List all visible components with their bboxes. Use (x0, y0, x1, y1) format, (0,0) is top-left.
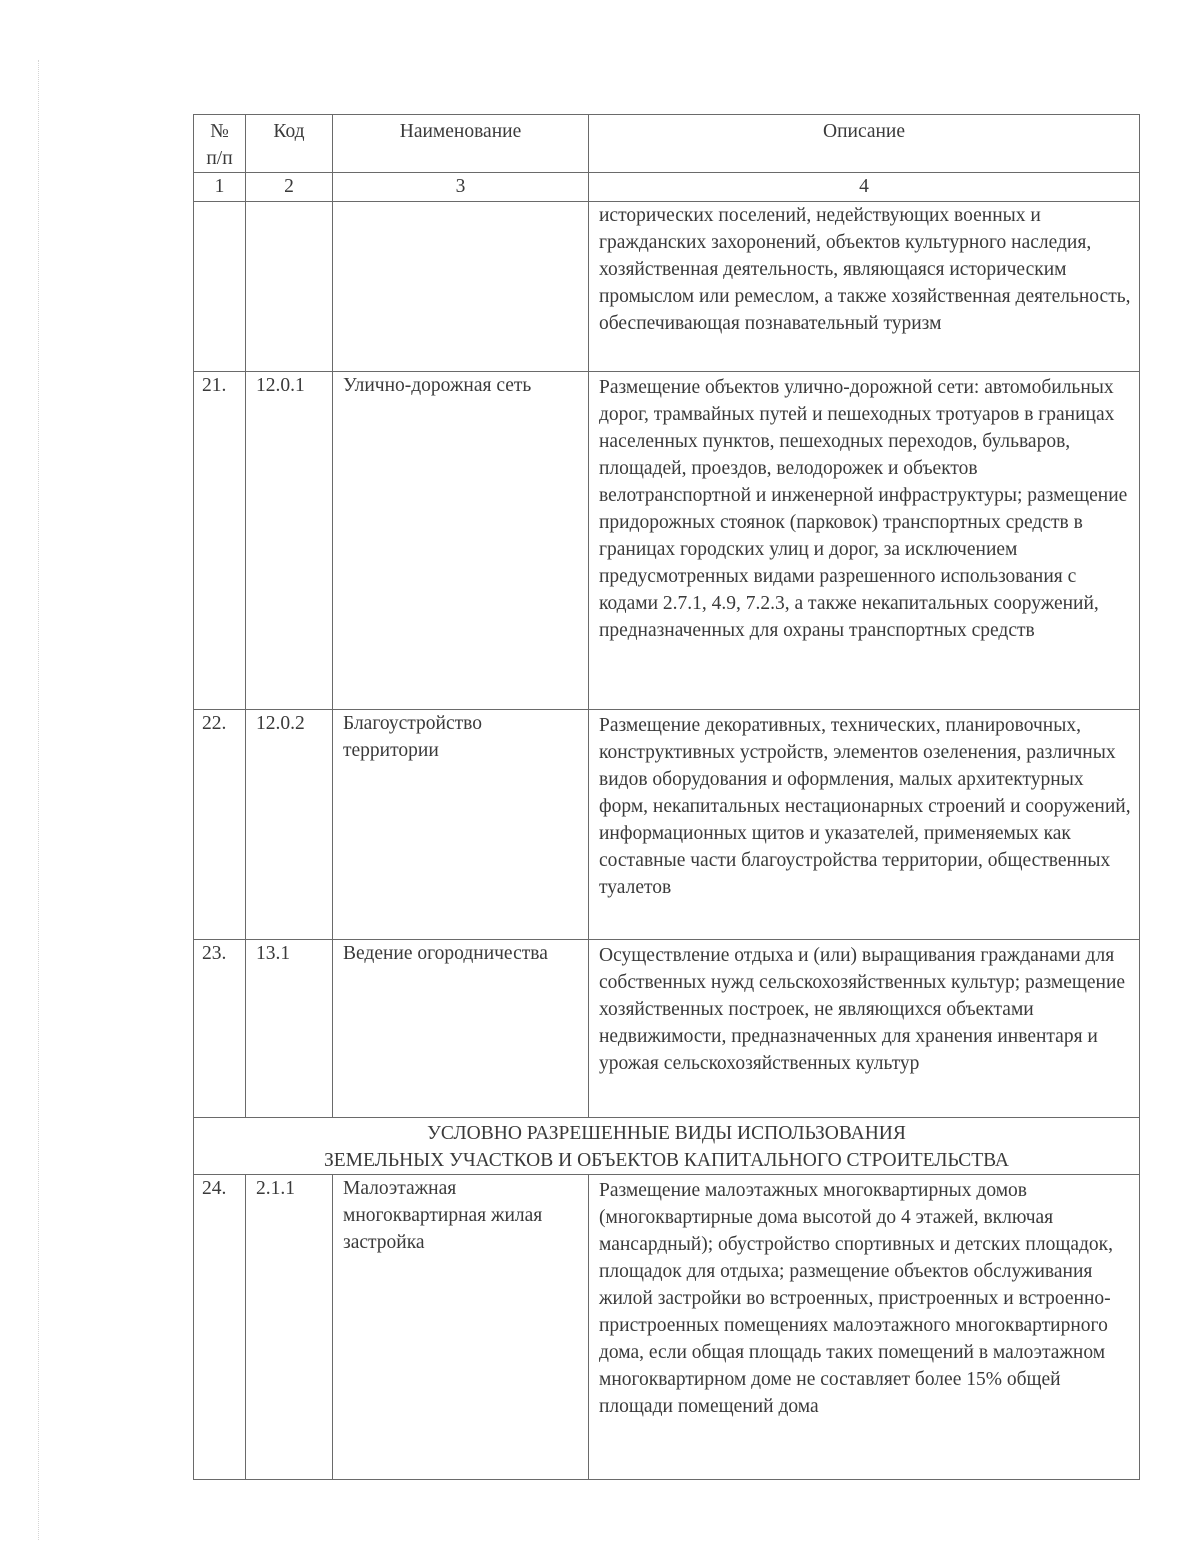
header-name: Наименование (333, 115, 589, 173)
cell-no: 22. (194, 710, 246, 940)
cell-no: 23. (194, 940, 246, 1118)
table-row (194, 372, 1140, 710)
column-number: 3 (333, 173, 589, 202)
cell-description: Размещение малоэтажных многоквартирных домов (многоквартирные дома высотой до 4 этажей, включая мансардный); обустройство спортивных и детских площадок, площадок для отдыха; размещение объектов обслуживания жилой застройки во встроенных, пристроенных и встроенно-пристроенных помещениях малоэтажного многоквартирного дома, если общая площадь таких помещений в малоэтажном многоквартирном доме не составляет более 15% общей площади помещений дома (589, 1175, 1140, 1480)
table-row (194, 1175, 1140, 1480)
column-number: 2 (246, 173, 333, 202)
scan-margin-line (38, 60, 39, 1540)
cell-description: исторических поселений, недействующих военных и гражданских захоронений, объектов культурного наследия, хозяйственная деятельность, являющаяся историческим промыслом или ремеслом, а также хозяйственная деятельность, обеспечивающая познавательный туризм (589, 202, 1140, 372)
cell-code (246, 202, 333, 372)
header-no: № п/п (194, 115, 246, 173)
cell-code: 13.1 (246, 940, 333, 1118)
section-header-line: УСЛОВНО РАЗРЕШЕННЫЕ ВИДЫ ИСПОЛЬЗОВАНИЯ (427, 1123, 906, 1144)
cell-code: 12.0.1 (246, 372, 333, 710)
land-use-table (193, 114, 1140, 1480)
cell-no: 21. (194, 372, 246, 710)
section-header (194, 1118, 1140, 1175)
column-number-row (194, 173, 1140, 202)
table-row-continuation (194, 202, 1140, 372)
cell-name: Ведение огородничества (333, 940, 589, 1118)
cell-description: Размещение декоративных, технических, планировочных, конструктивных устройств, элементов озеленения, различных видов оборудования и оформления, малых архитектурных форм, некапитальных нестационарных строений и сооружений, информационных щитов и указателей, применяемых как составные части благоустройства территории, общественных туалетов (589, 710, 1140, 940)
section-header-row (194, 1118, 1140, 1175)
cell-no: 24. (194, 1175, 246, 1480)
cell-name: Благоустройство территории (333, 710, 589, 940)
table-row (194, 940, 1140, 1118)
table-row (194, 710, 1140, 940)
cell-code: 12.0.2 (246, 710, 333, 940)
cell-name: Малоэтажная многоквартирная жилая застройка (333, 1175, 589, 1480)
cell-description: Осуществление отдыха и (или) выращивания гражданами для собственных нужд сельскохозяйственных культур; размещение хозяйственных построек, не являющихся объектами недвижимости, предназначенных для хранения инвентаря и урожая сельскохозяйственных культур (589, 940, 1140, 1118)
column-number: 1 (194, 173, 246, 202)
section-header-line: ЗЕМЕЛЬНЫХ УЧАСТКОВ И ОБЪЕКТОВ КАПИТАЛЬНОГО СТРОИТЕЛЬСТВА (324, 1150, 1009, 1171)
cell-name (333, 202, 589, 372)
header-description: Описание (589, 115, 1140, 173)
cell-code: 2.1.1 (246, 1175, 333, 1480)
header-code: Код (246, 115, 333, 173)
cell-no (194, 202, 246, 372)
cell-name: Улично-дорожная сеть (333, 372, 589, 710)
cell-description: Размещение объектов улично-дорожной сети: автомобильных дорог, трамвайных путей и пешеходных тротуаров в границах населенных пунктов, пешеходных переходов, бульваров, площадей, проездов, велодорожек и объектов велотранспортной и инженерной инфраструктуры; размещение придорожных стоянок (парковок) транспортных средств в границах городских улиц и дорог, за исключением предусмотренных видами разрешенного использования с кодами 2.7.1, 4.9, 7.2.3, а также некапитальных сооружений, предназначенных для охраны транспортных средств (589, 372, 1140, 710)
column-number: 4 (589, 173, 1140, 202)
table-header-row (194, 115, 1140, 173)
